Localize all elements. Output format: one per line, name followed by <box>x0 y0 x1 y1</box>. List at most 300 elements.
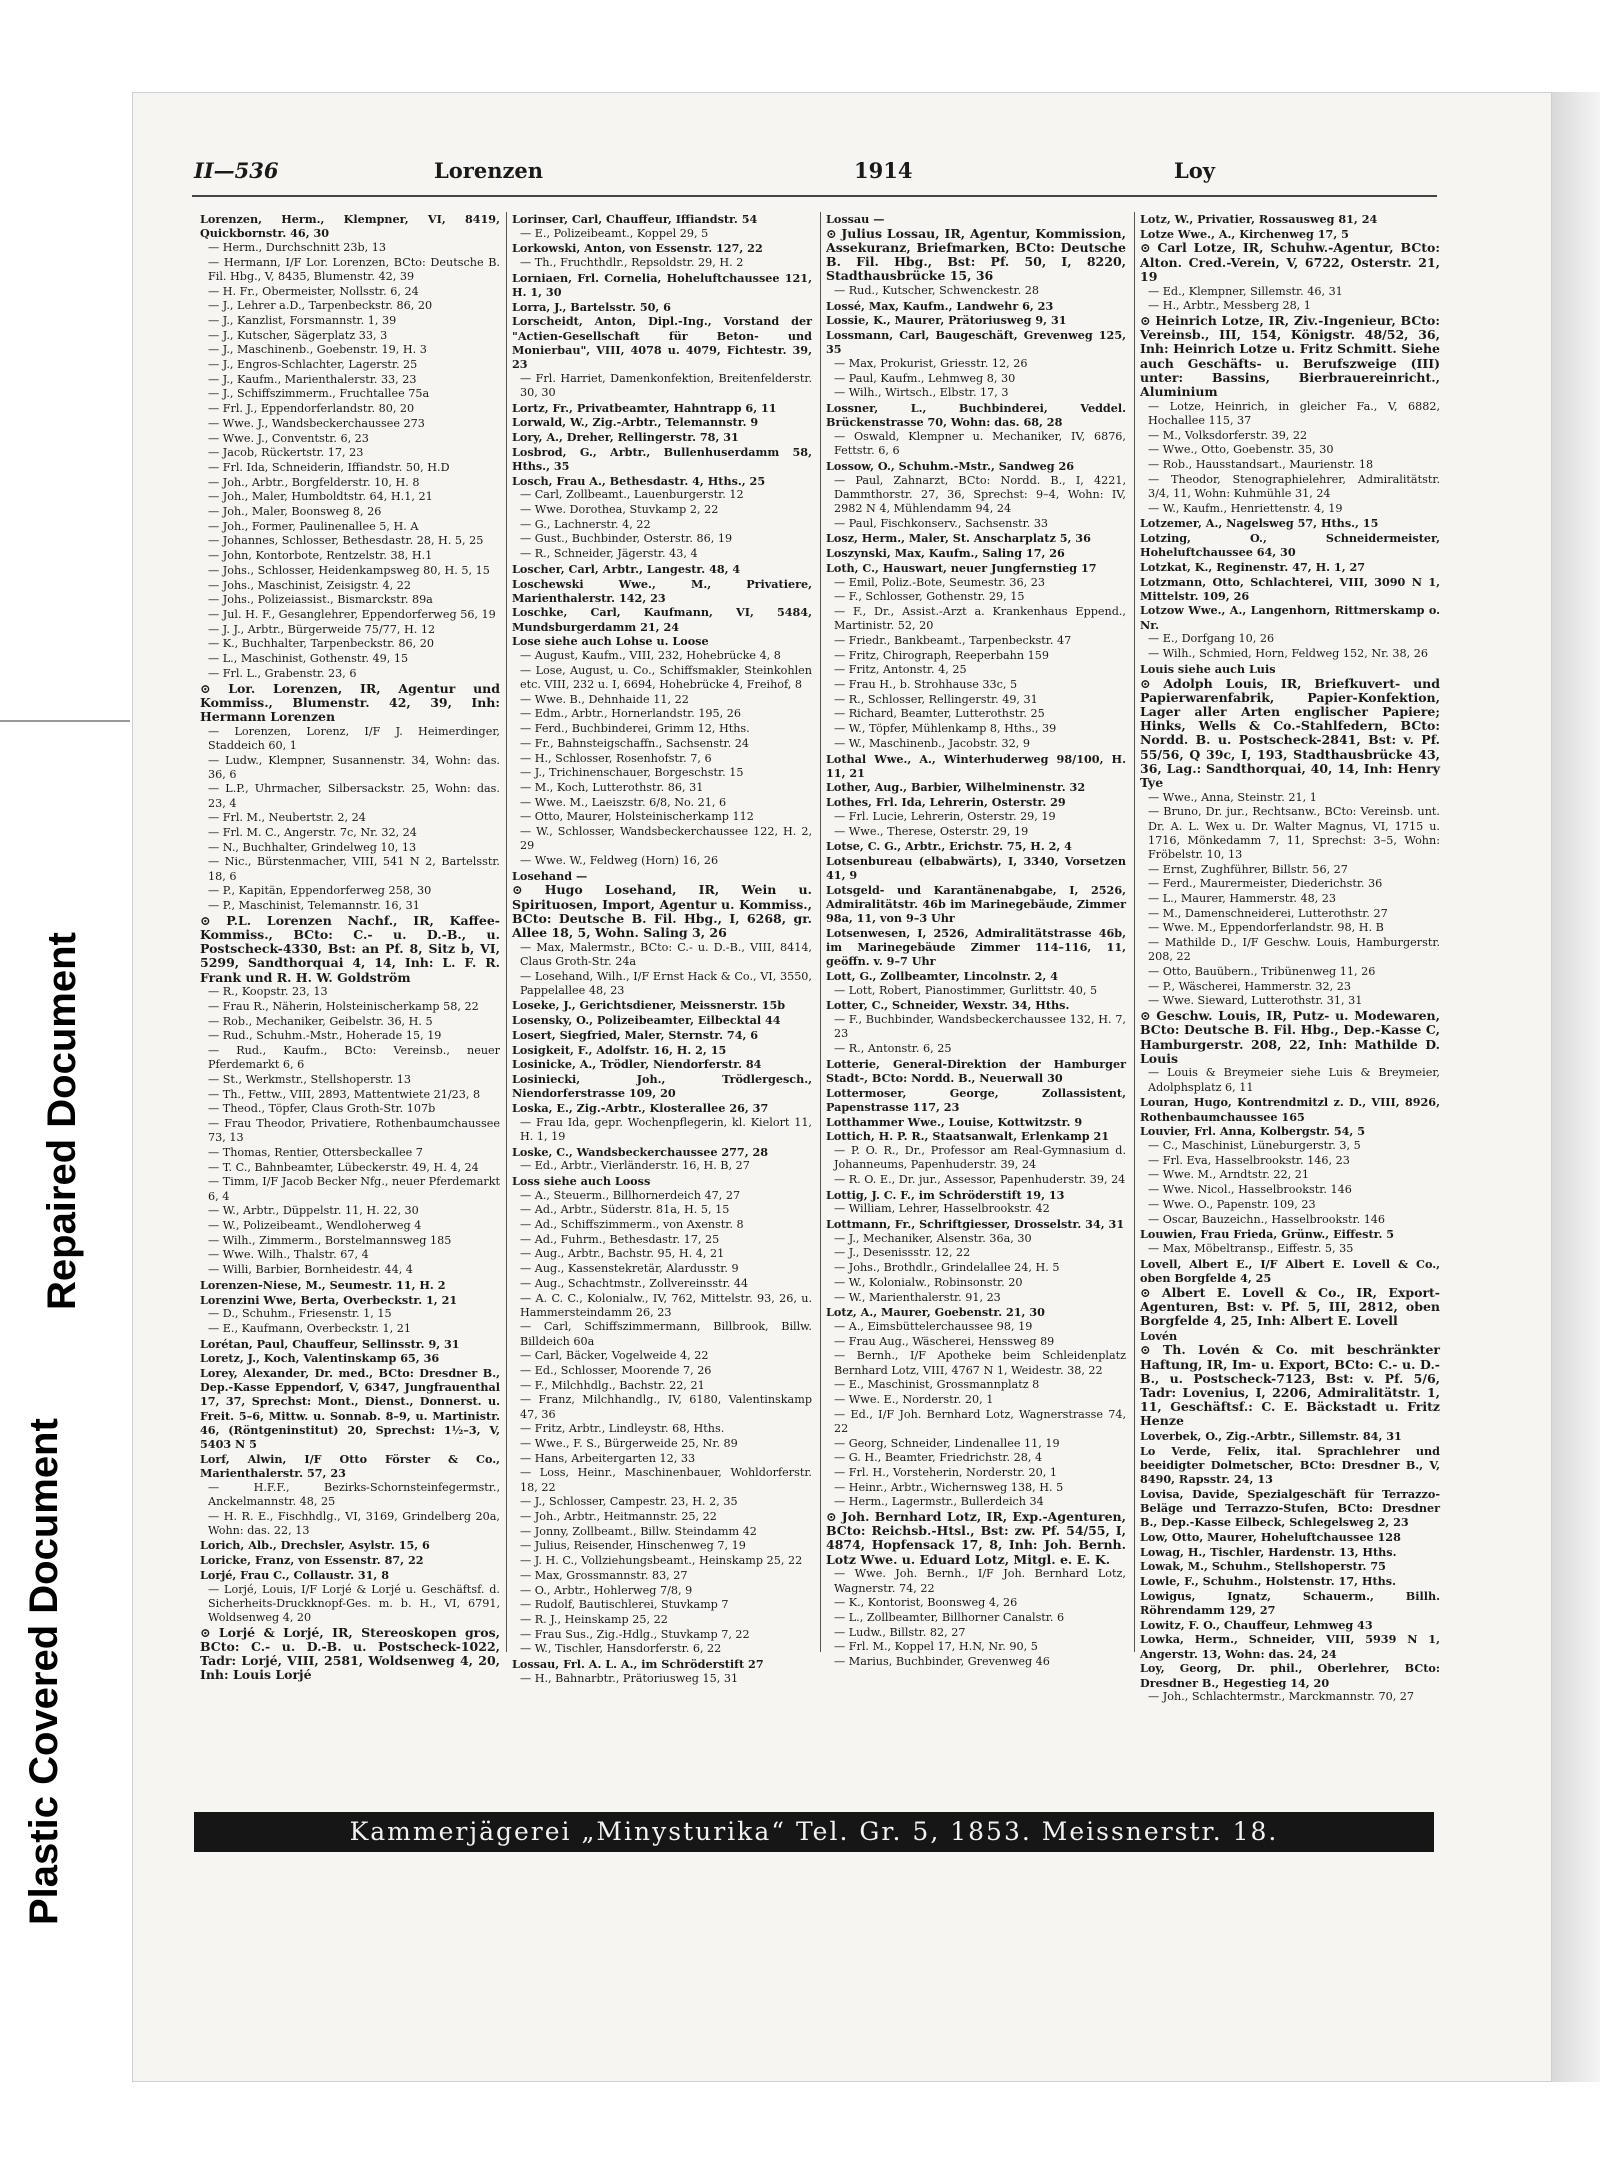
directory-entry: — Aug., Arbtr., Bachstr. 95, H. 4, 21 <box>520 1247 725 1261</box>
directory-entry: Loretz, J., Koch, Valentinskamp 65, 36 <box>200 1351 440 1366</box>
directory-entry: — Max, Prokurist, Griesstr. 12, 26 <box>834 357 1028 371</box>
directory-entry: Lovisa, Davide, Spezialgeschäft für Terrazzo-Beläge und Terrazzo-Stufen, BCto: Dresdner B., Dep.-Kasse Eilbeck, Schlegelsweg 2, 23 <box>1140 1486 1440 1530</box>
directory-entry: — Heinr., Arbtr., Wichernsweg 138, H. 5 <box>834 1480 1064 1494</box>
directory-entry: — Ludw., Billstr. 82, 27 <box>834 1625 966 1639</box>
directory-entry: — William, Lehrer, Hasselbrookstr. 42 <box>834 1202 1050 1216</box>
directory-entry: — Joh., Maler, Boonsweg 8, 26 <box>208 505 382 519</box>
directory-entry: — Wwe., Otto, Goebenstr. 35, 30 <box>1148 443 1334 457</box>
directory-entry: Losinicke, A., Trödler, Niendorferstr. 84 <box>512 1057 762 1072</box>
directory-entry: — R., Schlosser, Rellingerstr. 49, 31 <box>834 692 1038 706</box>
directory-entry: — Wilh., Schmied, Horn, Feldweg 152, Nr. 38, 26 <box>1148 647 1428 661</box>
directory-entry: Lorwald, W., Zig.-Arbtr., Telemannstr. 9 <box>512 415 759 430</box>
directory-entry: — Wwe. J., Wandsbeckerchaussee 273 <box>208 416 425 430</box>
directory-entry: — E., Maschinist, Grossmannplatz 8 <box>834 1378 1040 1392</box>
directory-entry: — A., Steuerm., Billhornerdeich 47, 27 <box>520 1188 741 1202</box>
directory-entry: — Rud., Kaufm., BCto: Vereinsb., neuer Pferdemarkt 6, 6 <box>208 1044 500 1072</box>
directory-entry: Lovell, Albert E., I/F Albert E. Lovell & Co., oben Borgfelde 4, 25 <box>1140 1256 1440 1285</box>
directory-entry: — W., Tischler, Hansdorferstr. 6, 22 <box>520 1642 722 1656</box>
directory-entry: Lowigus, Ignatz, Schauerm., Billh. Röhrendamm 129, 27 <box>1140 1588 1440 1617</box>
directory-entry: Losz, Herm., Maler, St. Anscharplatz 5, 36 <box>826 531 1091 546</box>
directory-entry: — Frau Sus., Zig.-Hdlg., Stuvkamp 7, 22 <box>520 1627 750 1641</box>
directory-entry: — Oscar, Bauzeichn., Hasselbrookstr. 146 <box>1148 1212 1386 1226</box>
directory-entry: Lorf, Alwin, I/F Otto Förster & Co., Marienthalerstr. 57, 23 <box>200 1451 500 1480</box>
directory-entry: — Bruno, Dr. jur., Rechtsanw., BCto: Vereinsb. unt. Dr. A. L. Wex u. Dr. Walter Magnus, VI, 1715 u. 1716, Mönkedamm 7, 11, Sprechst: 3–5, Wohn: Fröbelstr. 10, 13 <box>1148 805 1440 861</box>
directory-entry: ⊙ Adolph Louis, IR, Briefkuvert- und Papierwarenfabrik, Papier-Konfektion, Lager aller Arten englischer Papiere; Hinks, Wells & Co.-Stahlfedern, BCto: Nordd. B. u. Postscheck-2841, Bst: v. Pf. 55/56, Q 39c, I, 193, Stadthausbrücke 43, 36, Lag.: Sandthorquai, 40, 14, Inh: Henry Tye <box>1140 675 1440 790</box>
directory-entry: — J., Kutscher, Sägerplatz 33, 3 <box>208 328 388 342</box>
directory-entry: — H. Fr., Obermeister, Nollsstr. 6, 24 <box>208 284 419 298</box>
directory-entry: — K., Kontorist, Boonsweg 4, 26 <box>834 1596 1018 1610</box>
directory-entry: — Richard, Beamter, Lutterothstr. 25 <box>834 707 1045 721</box>
directory-entry: Lotzow Wwe., A., Langenhorn, Rittmerskamp o. Nr. <box>1140 603 1440 632</box>
directory-entry: — Emil, Poliz.-Bote, Seumestr. 36, 23 <box>834 575 1045 589</box>
directory-entry: Lorey, Alexander, Dr. med., BCto: Dresdner B., Dep.-Kasse Eppendorf, V, 6347, Jungfrauenthal 17, 37, Sprechst: Mont., Dienst., Donnerst. u. Freit. 5–6, Mittw. u. Sonnab. 8–9, u. Martinistr. 46, (Röntgeninstitut) 20, Sprechst: 1½–3, V, 5403 N 5 <box>200 1366 500 1452</box>
directory-entry: — G., Lachnerstr. 4, 22 <box>520 517 651 531</box>
directory-entry: — H., Schlosser, Rosenhofstr. 7, 6 <box>520 751 712 765</box>
directory-entry: — Ad., Fuhrm., Bethesdastr. 17, 25 <box>520 1232 720 1246</box>
directory-entry: — Frl. Eva, Hasselbrookstr. 146, 23 <box>1148 1153 1350 1167</box>
directory-entry: Lotsenwesen, I, 2526, Admiralitätstrasse 46b, im Marinegebäude Zimmer 114–116, 11, geöffn. v. 9–7 Uhr <box>826 925 1126 969</box>
directory-entry: — Max, Möbeltransp., Eiffestr. 5, 35 <box>1148 1241 1354 1255</box>
directory-entry: — Rudolf, Bautischlerei, Stuvkamp 7 <box>520 1598 729 1612</box>
directory-entry: Lortz, Fr., Privatbeamter, Hahntrapp 6, 11 <box>512 400 777 415</box>
directory-entry: — Wwe. E., Norderstr. 20, 1 <box>834 1392 994 1406</box>
page-number: II—536 <box>194 158 279 183</box>
directory-entry: — R. J., Heinskamp 25, 22 <box>520 1613 668 1626</box>
directory-entry: — P., Maschinist, Telemannstr. 16, 31 <box>208 899 420 913</box>
directory-entry: — Bernh., I/F Apotheke beim Schleidenplatz Bernhard Lotz, VIII, 4767 N 1, Weidestr. 38, 22 <box>834 1349 1126 1377</box>
directory-entry: — Fritz, Arbtr., Lindleystr. 68, Hths. <box>520 1422 725 1436</box>
directory-entry: Loska, E., Zig.-Arbtr., Klosterallee 26, 37 <box>512 1100 769 1115</box>
directory-entry: — Joh., Maler, Humboldtstr. 64, H.1, 21 <box>208 490 433 504</box>
directory-entry: — Max, Grossmannstr. 83, 27 <box>520 1568 688 1582</box>
directory-entry: Lovén <box>1140 1328 1178 1343</box>
directory-entry: Lorenzen-Niese, M., Seumestr. 11, H. 2 <box>200 1277 446 1292</box>
directory-entry: Lossner, L., Buchbinderei, Veddel. Brückenstrasse 70, Wohn: das. 68, 28 <box>826 401 1126 430</box>
directory-entry: — Ad., Schiffszimmerm., von Axenstr. 8 <box>520 1218 744 1232</box>
directory-columns <box>200 212 1440 1704</box>
directory-entry: — Wwe. W., Feldweg (Horn) 16, 26 <box>520 853 719 867</box>
directory-entry: — F., Schlosser, Gothenstr. 29, 15 <box>834 590 1025 604</box>
directory-entry: Loth, C., Hauswart, neuer Jungfernstieg 17 <box>826 560 1097 575</box>
directory-entry: — Johs., Brothdlr., Grindelallee 24, H. 5 <box>834 1261 1060 1275</box>
directory-entry: — Marius, Buchbinder, Grevenweg 46 <box>834 1655 1050 1669</box>
directory-entry: — Carl, Zollbeamt., Lauenburgerstr. 12 <box>520 488 744 502</box>
directory-entry: Lott, G., Zollbeamter, Lincolnstr. 2, 4 <box>826 969 1058 984</box>
directory-entry: — Rud., Schuhm.-Mstr., Hoherade 15, 19 <box>208 1029 442 1043</box>
directory-entry: — J., Desenissstr. 12, 22 <box>834 1246 971 1260</box>
directory-entry: Loschke, Carl, Kaufmann, VI, 5484, Mundsburgerdamm 21, 24 <box>512 605 812 634</box>
directory-entry: — Wwe., Therese, Osterstr. 29, 19 <box>834 824 1029 838</box>
directory-entry: — Frau Theodor, Privatiere, Rothenbaumchaussee 73, 13 <box>208 1117 500 1145</box>
directory-entry: — Joh., Former, Paulinenallee 5, H. A <box>208 519 419 533</box>
directory-entry: — Ad., Arbtr., Süderstr. 81a, H. 5, 15 <box>520 1203 730 1217</box>
directory-entry: — Franz, Milchhandlg., IV, 6180, Valentinskamp 47, 36 <box>520 1393 812 1421</box>
directory-entry: — O., Arbtr., Hohlerweg 7/8, 9 <box>520 1583 693 1597</box>
directory-entry: — Frl. M. C., Angerstr. 7c, Nr. 32, 24 <box>208 826 417 840</box>
directory-entry: — E., Kaufmann, Overbeckstr. 1, 21 <box>208 1321 411 1335</box>
directory-entry: — Gust., Buchbinder, Osterstr. 86, 19 <box>520 532 733 546</box>
advertisement-banner: Kammerjägerei „Minysturika“ Tel. Gr. 5, 1853. Meissnerstr. 18. <box>194 1812 1434 1852</box>
column-divider <box>820 212 821 1652</box>
directory-entry: Lowag, H., Tischler, Hardenstr. 13, Hths. <box>1140 1544 1397 1559</box>
directory-entry: — Ed., I/F Joh. Bernhard Lotz, Wagnerstrasse 74, 22 <box>834 1407 1126 1435</box>
directory-entry: Lotsenbureau (elbabwärts), I, 3340, Vorsetzen 41, 9 <box>826 853 1126 883</box>
directory-entry: Lossie, K., Maurer, Prätoriusweg 9, 31 <box>826 313 1067 328</box>
header-rule <box>192 195 1437 197</box>
directory-entry: — Wwe. Nicol., Hasselbrookstr. 146 <box>1148 1183 1352 1197</box>
header-first-name: Lorenzen <box>434 158 544 183</box>
directory-entry: Lorenzini Wwe, Berta, Overbeckstr. 1, 21 <box>200 1292 458 1307</box>
directory-entry: — J. J., Arbtr., Bürgerweide 75/77, H. 12 <box>208 622 436 636</box>
directory-entry: — Johannes, Schlosser, Bethesdastr. 28, H. 5, 25 <box>208 534 484 548</box>
directory-entry: — Louis & Breymeier siehe Luis & Breymeier, Adolphsplatz 6, 11 <box>1148 1066 1440 1094</box>
directory-entry: — August, Kaufm., VIII, 232, Hohebrücke 4, 8 <box>520 649 781 663</box>
directory-entry: — Paul, Zahnarzt, BCto: Nordd. B., I, 4221, Dammthorstr. 27, 36, Sprechst: 9–4, Wohn: IV, 2982 N 4, Mühlendamm 94, 24 <box>834 473 1126 516</box>
directory-entry: Lowak, M., Schuhm., Stellshoperstr. 75 <box>1140 1559 1386 1574</box>
directory-entry: — Lorenzen, Lorenz, I/F J. Heimerdinger, Staddeich 60, 1 <box>208 724 500 752</box>
directory-entry: — Ludw., Klempner, Susannenstr. 34, Wohn: das. 36, 6 <box>208 753 500 781</box>
directory-entry: — Hans, Arbeitergarten 12, 33 <box>520 1451 696 1465</box>
directory-entry: — H., Arbtr., Messberg 28, 1 <box>1148 299 1311 313</box>
directory-entry: — Th., Fruchthdlr., Repsoldstr. 29, H. 2 <box>520 256 744 270</box>
directory-entry: — A. C. C., Kolonialw., IV, 762, Mittelstr. 93, 26, u. Hammersteindamm 26, 23 <box>520 1291 812 1319</box>
directory-entry: — Jacob, Rückertstr. 17, 23 <box>208 446 364 460</box>
directory-entry: Lorenzen, Herm., Klempner, VI, 8419, Quickbornstr. 46, 30 <box>200 212 500 241</box>
directory-entry: Loss siehe auch Looss <box>512 1173 651 1188</box>
directory-entry: Lory, A., Dreher, Rellingerstr. 78, 31 <box>512 430 739 445</box>
directory-entry: Loverbek, O., Zig.-Arbtr., Sillemstr. 84, 31 <box>1140 1429 1402 1444</box>
directory-entry: Lowka, Herm., Schneider, VIII, 5939 N 1, Angerstr. 13, Wohn: das. 24, 24 <box>1140 1632 1440 1661</box>
directory-entry: — J., Maschinenb., Goebenstr. 19, H. 3 <box>208 343 427 357</box>
directory-entry: Lotze Wwe., A., Kirchenweg 17, 5 <box>1140 226 1349 241</box>
directory-entry: Loy, Georg, Dr. phil., Oberlehrer, BCto: Dresdner B., Hegestieg 14, 20 <box>1140 1661 1440 1690</box>
directory-entry: Lorniaen, Frl. Cornelia, Hoheluftchaussee 121, H. 1, 30 <box>512 270 812 300</box>
directory-entry: — Johs., Maschinist, Zeisigstr. 4, 22 <box>208 578 412 592</box>
directory-entry: — R., Antonstr. 6, 25 <box>834 1042 952 1056</box>
directory-entry: — Johs., Schlosser, Heidenkampsweg 80, H. 5, 15 <box>208 563 490 577</box>
directory-entry: Lotthammer Wwe., Louise, Kottwitzstr. 9 <box>826 1114 1083 1129</box>
directory-entry: Lotzmann, Otto, Schlachterei, VIII, 3090 N 1, Mittelstr. 109, 26 <box>1140 574 1440 603</box>
directory-entry: Lorinser, Carl, Chauffeur, Iffiandstr. 54 <box>512 212 758 226</box>
directory-entry: — Wwe. Wilh., Thalstr. 67, 4 <box>208 1248 369 1262</box>
directory-entry: Lowitz, F. O., Chauffeur, Lehmweg 43 <box>1140 1617 1373 1632</box>
directory-entry: ⊙ Geschw. Louis, IR, Putz- u. Modewaren, BCto: Deutsche B. Fil. Hbg., Dep.-Kasse C, Hamburgerstr. 208, 22, Inh: Mathilde D. Louis <box>1140 1008 1440 1066</box>
column-divider <box>1134 212 1135 1652</box>
directory-entry: — W., Schlosser, Wandsbeckerchaussee 122, H. 2, 29 <box>520 825 812 853</box>
directory-entry: Lo Verde, Felix, ital. Sprachlehrer und beeidigter Dolmetscher, BCto: Dresdner B., V, 8490, Rapsstr. 24, 13 <box>1140 1443 1440 1487</box>
directory-entry: — M., Damenschneiderei, Lutterothstr. 27 <box>1148 906 1388 920</box>
directory-entry: — Ferd., Buchbinderei, Grimm 12, Hths. <box>520 722 750 736</box>
directory-entry: — Max, Malermstr., BCto: C.- u. D.-B., VIII, 8414, Claus Groth-Str. 24a <box>520 940 812 968</box>
directory-entry: — Julius, Reisender, Hinschenweg 7, 19 <box>520 1539 746 1553</box>
directory-entry: — Frl. M., Koppel 17, H.N, Nr. 90, 5 <box>834 1640 1038 1654</box>
directory-entry: — John, Kontorbote, Rentzelstr. 38, H.1 <box>208 549 433 563</box>
directory-entry: — Paul, Fischkonserv., Sachsenstr. 33 <box>834 516 1049 530</box>
directory-entry: — Hermann, I/F Lor. Lorenzen, BCto: Deutsche B. Fil. Hbg., V, 8435, Blumenstr. 42, 39 <box>208 255 500 283</box>
column-2 <box>512 212 812 1685</box>
directory-entry: — Frl. L., Grabenstr. 23, 6 <box>208 666 357 680</box>
directory-entry: — Ed., Klempner, Sillemstr. 46, 31 <box>1148 284 1343 298</box>
column-1 <box>200 212 500 1683</box>
directory-entry: — Willi, Barbier, Bornheidestr. 44, 4 <box>208 1263 413 1277</box>
directory-entry: — Fritz, Antonstr. 4, 25 <box>834 663 967 677</box>
directory-entry: Lowle, F., Schuhm., Holstenstr. 17, Hths. <box>1140 1574 1396 1589</box>
directory-entry: — L., Maschinist, Gothenstr. 49, 15 <box>208 652 409 666</box>
directory-entry: — Lotze, Heinrich, in gleicher Fa., V, 6882, Hochallee 115, 37 <box>1148 399 1440 427</box>
directory-entry: Lotzkat, K., Reginenstr. 47, H. 1, 27 <box>1140 559 1366 574</box>
directory-entry: ⊙ Lor. Lorenzen, IR, Agentur und Kommiss., Blumenstr. 42, 39, Inh: Hermann Lorenzen <box>200 680 500 724</box>
directory-entry: — Wwe. J., Conventstr. 6, 23 <box>208 431 369 445</box>
directory-entry: — Joh., Schlachtermstr., Marckmannstr. 70, 27 <box>1148 1690 1415 1704</box>
plastic-covered-document-label: Plastic Covered Document <box>22 1418 66 1925</box>
directory-entry: Loseke, J., Gerichtsdiener, Meissnerstr. 15b <box>512 998 786 1013</box>
directory-entry: Lottmann, Fr., Schriftgiesser, Drosselstr. 34, 31 <box>826 1217 1125 1232</box>
directory-entry: — Herm., Lagermstr., Bullerdeich 34 <box>834 1495 1044 1509</box>
directory-page <box>132 92 1552 2082</box>
directory-entry: Lossau — <box>826 212 885 226</box>
directory-entry: — St., Werkmstr., Stellshoperstr. 13 <box>208 1072 411 1086</box>
directory-entry: Lother, Aug., Barbier, Wilhelminenstr. 32 <box>826 780 1086 795</box>
directory-entry: ⊙ P.L. Lorenzen Nachf., IR, Kaffee-Kommiss., BCto: C.- u. D.-B., u. Postscheck-4330, Bst: an Pf. 8, Sitz b, VI, 5299, Sandthorquai 4, 14, Inh: L. F. R. Frank und R. H. W. Goldström <box>200 912 500 985</box>
directory-entry: Lorétan, Paul, Chauffeur, Sellinsstr. 9, 31 <box>200 1336 460 1351</box>
directory-entry: — Theodor, Stenographielehrer, Admiralitätstr. 3/4, 11, Wohn: Kuhmühle 31, 24 <box>1148 472 1440 500</box>
directory-entry: — Friedr., Bankbeamt., Tarpenbeckstr. 47 <box>834 633 1072 647</box>
directory-entry: — Joh., Arbtr., Heitmannstr. 25, 22 <box>520 1510 717 1524</box>
directory-entry: — L., Maurer, Hammerstr. 48, 23 <box>1148 892 1337 906</box>
directory-entry: Louis siehe auch Luis <box>1140 661 1276 676</box>
column-3 <box>826 212 1126 1669</box>
directory-entry: — L., Zollbeamter, Billhorner Canalstr. 6 <box>834 1611 1065 1624</box>
header-last-name: Loy <box>1174 158 1215 183</box>
directory-entry: — A., Eimsbüttelerchaussee 98, 19 <box>834 1319 1033 1333</box>
directory-entry: — Frl. J., Eppendorferlandstr. 80, 20 <box>208 402 415 416</box>
page-header <box>194 158 1215 192</box>
adjacent-page-edge <box>1552 92 1600 2082</box>
directory-entry: — Wwe. B., Dehnhaide 11, 22 <box>520 692 689 706</box>
directory-entry: — Rob., Mechaniker, Geibelstr. 36, H. 5 <box>208 1014 433 1028</box>
directory-entry: ⊙ Albert E. Lovell & Co., IR, Export-Agenturen, Bst: v. Pf. 5, III, 2812, oben Borgfelde 4, 25, Inh: Albert E. Lovell <box>1140 1284 1440 1328</box>
directory-entry: — Joh., Arbtr., Borgfelderstr. 10, H. 8 <box>208 475 420 489</box>
directory-entry: — Otto, Bauübern., Tribünenweg 11, 26 <box>1148 965 1376 979</box>
directory-entry: — J., Mechaniker, Alsenstr. 36a, 30 <box>834 1231 1032 1245</box>
directory-entry: — Losehand, Wilh., I/F Ernst Hack & Co., VI, 3550, Pappelallee 48, 23 <box>520 969 812 997</box>
directory-entry: — N., Buchhalter, Grindelweg 10, 13 <box>208 840 417 854</box>
directory-entry: — Thomas, Rentier, Ottersbeckallee 7 <box>208 1146 423 1159</box>
directory-entry: — Wwe. Sieward, Lutterothstr. 31, 31 <box>1148 994 1363 1008</box>
directory-entry: — M., Volksdorferstr. 39, 22 <box>1148 428 1308 442</box>
directory-entry: — Wwe. M., Eppendorferlandstr. 98, H. B <box>1148 921 1384 935</box>
directory-entry: — K., Buchhalter, Tarpenbeckstr. 86, 20 <box>208 637 434 651</box>
directory-entry: — Paul, Kaufm., Lehmweg 8, 30 <box>834 371 1016 385</box>
directory-entry: — Georg, Schneider, Lindenallee 11, 19 <box>834 1436 1060 1450</box>
directory-entry: — F., Milchhdlg., Bachstr. 22, 21 <box>520 1378 705 1392</box>
directory-entry: Loricke, Franz, von Essenstr. 87, 22 <box>200 1553 424 1568</box>
directory-entry: — Johs., Polizeiassist., Bismarckstr. 89a <box>208 593 433 607</box>
directory-entry: — Frl. H., Vorsteherin, Norderstr. 20, 1 <box>834 1465 1057 1479</box>
directory-entry: — J., Kaufm., Marienthalerstr. 33, 23 <box>208 372 417 386</box>
directory-entry: Losch, Frau A., Bethesdastr. 4, Hths., 25 <box>512 473 766 488</box>
directory-entry: — Wwe., F. S., Bürgerweide 25, Nr. 89 <box>520 1437 738 1451</box>
directory-entry: — Carl, Bäcker, Vogelweide 4, 22 <box>520 1349 709 1363</box>
directory-entry: Lotzing, O., Schneidermeister, Hoheluftchaussee 64, 30 <box>1140 530 1440 560</box>
directory-entry: — W., Kolonialw., Robinsonstr. 20 <box>834 1275 1023 1289</box>
directory-entry: — Wwe. O., Papenstr. 109, 23 <box>1148 1197 1316 1211</box>
directory-entry: — Frau H., b. Strohhause 33c, 5 <box>834 678 1018 691</box>
directory-entry: ⊙ Lorjé & Lorjé, IR, Stereoskopen gros, BCto: C.- u. D.-B. u. Postscheck-1022, Tadr: Lorjé, VIII, 2581, Woldsenweg 4, 20, Inh: Louis Lorjé <box>200 1624 500 1683</box>
directory-entry: — W., Töpfer, Mühlenkamp 8, Hths., 39 <box>834 722 1057 736</box>
directory-entry: ⊙ Julius Lossau, IR, Agentur, Kommission, Assekuranz, Briefmarken, BCto: Deutsche B. Fil. Hbg., Bst: Pf. 50, I, 8220, Stadthausbrücke 15, 36 <box>826 225 1126 284</box>
directory-entry: — P., Wäscherei, Hammerstr. 32, 23 <box>1148 979 1352 993</box>
directory-entry: — Frau R., Näherin, Holsteinischerkamp 58, 22 <box>208 999 479 1013</box>
directory-entry: Losehand — <box>512 868 588 883</box>
directory-entry: Louwien, Frau Frieda, Grünw., Eiffestr. 5 <box>1140 1227 1395 1242</box>
directory-entry: Lorkowski, Anton, von Essenstr. 127, 22 <box>512 241 763 256</box>
header-year: 1914 <box>854 158 913 183</box>
directory-entry: — Ernst, Zughführer, Billstr. 56, 27 <box>1148 862 1348 876</box>
directory-entry: — J., Trichinenschauer, Borgeschstr. 15 <box>520 766 744 780</box>
directory-entry: — Fr., Bahnsteigschaffn., Sachsenstr. 24 <box>520 736 749 750</box>
directory-entry: Lotterie, General-Direktion der Hamburger Stadt-, BCto: Nordd. B., Neuerwall 30 <box>826 1056 1126 1085</box>
directory-entry: — Frau Ida, gepr. Wochenpflegerin, kl. Kielort 11, H. 1, 19 <box>520 1115 812 1143</box>
directory-entry: Lose siehe auch Lohse u. Loose <box>512 634 709 649</box>
directory-entry: Lossmann, Carl, Baugeschäft, Grevenweg 125, 35 <box>826 328 1126 357</box>
directory-entry: — J. H. C., Vollziehungsbeamt., Heinskamp 25, 22 <box>520 1554 803 1568</box>
directory-entry: — W., Maschinenb., Jacobstr. 32, 9 <box>834 736 1030 750</box>
directory-entry: Lorjé, Frau C., Collaustr. 31, 8 <box>200 1567 390 1582</box>
directory-entry: — P., Kapitän, Eppendorferweg 258, 30 <box>208 884 432 898</box>
directory-entry: Lossau, Frl. A. L. A., im Schröderstift 27 <box>512 1657 764 1672</box>
directory-entry: — Ed., Schlosser, Moorende 7, 26 <box>520 1364 712 1378</box>
directory-entry: Lotz, A., Maurer, Goebenstr. 21, 30 <box>826 1305 1045 1320</box>
directory-entry: Lotsgeld- und Karantänenabgabe, I, 2526, Admiralitätstr. 46b im Marinegebäude, Zimmer 98a, 11, von 9–3 Uhr <box>826 882 1126 926</box>
directory-entry: — W., Polizeibeamt., Wendloherweg 4 <box>208 1219 422 1233</box>
directory-entry: — Jul. H. F., Gesanglehrer, Eppendorferweg 56, 19 <box>208 607 496 621</box>
directory-entry: Lotse, C. G., Arbtr., Erichstr. 75, H. 2, 4 <box>826 839 1072 854</box>
directory-entry: ⊙ Hugo Losehand, IR, Wein u. Spirituosen, Import, Agentur u. Kommiss., BCto: Deutsche B. Fil. Hbg., I, 6268, gr. Allee 18, 5, Wohn. Saling 3, 26 <box>512 882 812 940</box>
directory-entry: — Lose, August, u. Co., Schiffsmakler, Steinkohlen etc. VIII, 232 u. I, 6694, Hohebrücke 4, Freihof, 8 <box>520 663 812 691</box>
column-divider <box>506 212 507 1652</box>
directory-entry: Lottig, J. C. F., im Schröderstift 19, 13 <box>826 1187 1065 1202</box>
directory-entry: Louran, Hugo, Kontrendmitzl z. D., VIII, 8926, Rothenbaumchaussee 165 <box>1140 1095 1440 1124</box>
directory-entry: — Frl. Harriet, Damenkonfektion, Breitenfelderstr. 30, 30 <box>520 371 812 399</box>
directory-entry: Loske, C., Wandsbeckerchaussee 277, 28 <box>512 1144 769 1159</box>
directory-entry: — Frl. Lucie, Lehrerin, Osterstr. 29, 19 <box>834 809 1056 823</box>
directory-entry: — G. H., Beamter, Friedrichstr. 28, 4 <box>834 1451 1043 1465</box>
directory-entry: — M., Koch, Lutterothstr. 86, 31 <box>520 780 704 794</box>
directory-entry: Loscher, Carl, Arbtr., Langestr. 48, 4 <box>512 561 741 576</box>
directory-entry: Lossow, O., Schuhm.-Mstr., Sandweg 26 <box>826 458 1075 473</box>
column-4 <box>1140 212 1440 1704</box>
directory-entry: — H.F.F., Bezirks-Schornsteinfegermstr., Anckelmannstr. 48, 25 <box>208 1480 500 1508</box>
directory-entry: — Frau Aug., Wäscherei, Henssweg 89 <box>834 1334 1055 1348</box>
directory-entry: — Theod., Töpfer, Claus Groth-Str. 107b <box>208 1102 436 1116</box>
directory-entry: — Wwe. Joh. Bernh., I/F Joh. Bernhard Lotz, Wagnerstr. 74, 22 <box>834 1567 1126 1595</box>
directory-entry: — E., Polizeibeamt., Koppel 29, 5 <box>520 226 709 240</box>
directory-entry: — Aug., Kassenstekretär, Alardusstr. 9 <box>520 1262 739 1276</box>
directory-entry: Loszynski, Max, Kaufm., Saling 17, 26 <box>826 546 1065 561</box>
directory-entry: — Nic., Bürstenmacher, VIII, 541 N 2, Bartelsstr. 18, 6 <box>208 855 500 883</box>
directory-entry: — F., Buchbinder, Wandsbeckerchaussee 132, H. 7, 23 <box>834 1013 1126 1041</box>
directory-entry: — E., Dorfgang 10, 26 <box>1148 632 1275 646</box>
directory-entry: — Frl. M., Neubertstr. 2, 24 <box>208 811 366 825</box>
directory-entry: — Frl. Ida, Schneiderin, Iffiandstr. 50, H.D <box>208 460 450 474</box>
directory-entry: — Wwe., Anna, Steinstr. 21, 1 <box>1148 790 1317 804</box>
directory-entry: — W., Kaufm., Henriettenstr. 4, 19 <box>1148 501 1343 515</box>
directory-entry: — Rob., Hausstandsart., Maurienstr. 18 <box>1148 457 1374 471</box>
directory-entry: — J., Lehrer a.D., Tarpenbeckstr. 86, 20 <box>208 299 433 313</box>
directory-entry: — Wwe. M., Arndtstr. 22, 21 <box>1148 1168 1310 1182</box>
directory-entry: — Edm., Arbtr., Hornerlandstr. 195, 26 <box>520 707 742 721</box>
directory-entry: — J., Schiffszimmerm., Fruchtallee 75a <box>208 387 430 401</box>
directory-entry: Lottermoser, George, Zollassistent, Papenstrasse 117, 23 <box>826 1085 1126 1114</box>
directory-entry: — J., Schlosser, Campestr. 23, H. 2, 35 <box>520 1495 738 1509</box>
directory-entry: — Oswald, Klempner u. Mechaniker, IV, 6876, Fettstr. 6, 6 <box>834 430 1126 458</box>
directory-entry: — Jonny, Zollbeamt., Billw. Steindamm 42 <box>520 1524 757 1538</box>
directory-entry: — R. O. E., Dr. jur., Assessor, Papenhuderstr. 39, 24 <box>834 1172 1126 1186</box>
directory-entry: ⊙ Th. Lovén & Co. mit beschränkter Haftung, IR, Im- u. Export, BCto: C.- u. D.-B., u. Postscheck-7123, Bst: v. Pf. 5/6, Tadr: Lovenius, I, 2206, Admiralitätstr. 1, 11, Geschäftsf.: C. E. Bäckstadt u. Fritz Henze <box>1140 1342 1440 1429</box>
directory-entry: Losbrod, G., Arbtr., Bullenhuserdamm 58, Hths., 35 <box>512 444 812 473</box>
directory-entry: — H., Bahnarbtr., Prätoriusweg 15, 31 <box>520 1671 739 1685</box>
directory-entry: — H. R. E., Fischhdlg., VI, 3169, Grindelberg 20a, Wohn: das. 22, 13 <box>208 1509 500 1537</box>
directory-entry: — Herm., Durchschnitt 23b, 13 <box>208 240 387 254</box>
directory-entry: — Wilh., Zimmerm., Borstelmannsweg 185 <box>208 1233 452 1247</box>
directory-entry: — Carl, Schiffszimmermann, Billbrook, Billw. Billdeich 60a <box>520 1320 812 1348</box>
directory-entry: Losigkeit, F., Adolfstr. 16, H. 2, 15 <box>512 1042 727 1057</box>
directory-entry: — R., Schneider, Jägerstr. 43, 4 <box>520 547 698 561</box>
directory-entry: Lothal Wwe., A., Winterhuderweg 98/100, H. 11, 21 <box>826 751 1126 780</box>
directory-entry: — Ferd., Maurermeister, Diederichstr. 36 <box>1148 877 1383 891</box>
directory-entry: Low, Otto, Maurer, Hoheluftchaussee 128 <box>1140 1529 1401 1544</box>
directory-entry: — Rud., Kutscher, Schwenckestr. 28 <box>834 284 1039 298</box>
directory-entry: Lorich, Alb., Drechsler, Asylstr. 15, 6 <box>200 1538 430 1553</box>
directory-entry: — W., Arbtr., Düppelstr. 11, H. 22, 30 <box>208 1204 419 1218</box>
directory-entry: Losiniecki, Joh., Trödlergesch., Niendorferstrasse 109, 20 <box>512 1071 812 1101</box>
directory-entry: — T. C., Bahnbeamter, Lübeckerstr. 49, H. 4, 24 <box>208 1160 479 1174</box>
directory-entry: — D., Schuhm., Friesenstr. 1, 15 <box>208 1307 392 1321</box>
directory-entry: Lorra, J., Bartelsstr. 50, 6 <box>512 299 671 314</box>
directory-entry: — L.P., Uhrmacher, Silbersackstr. 25, Wohn: das. 23, 4 <box>208 782 500 810</box>
directory-entry: Losert, Siegfried, Maler, Sternstr. 74, 6 <box>512 1027 759 1042</box>
directory-entry: — Fritz, Chirograph, Reeperbahn 159 <box>834 648 1049 662</box>
tape-edge <box>0 720 130 2172</box>
directory-entry: Losensky, O., Polizeibeamter, Eilbecktal 44 <box>512 1013 781 1028</box>
directory-entry: — Timm, I/F Jacob Becker Nfg., neuer Pferdemarkt 6, 4 <box>208 1175 500 1203</box>
directory-entry: — J., Kanzlist, Forsmannstr. 1, 39 <box>208 313 397 327</box>
directory-entry: Lotzemer, A., Nagelsweg 57, Hths., 15 <box>1140 516 1379 531</box>
directory-entry: — Lorjé, Louis, I/F Lorjé & Lorjé u. Geschäftsf. d. Sicherheits-Druckknopf-Ges. m. b. H., VI, 6791, Woldsenweg 4, 20 <box>208 1582 500 1624</box>
directory-entry: — Wilh., Wirtsch., Elbstr. 17, 3 <box>834 386 1009 400</box>
directory-entry: — Otto, Maurer, Holsteinischerkamp 112 <box>520 810 754 824</box>
directory-entry: — P. O. R., Dr., Professor am Real-Gymnasium d. Johanneums, Papenhuderstr. 39, 24 <box>834 1144 1126 1172</box>
directory-entry: — F., Dr., Assist.-Arzt a. Krankenhaus Eppend., Martinistr. 52, 20 <box>834 604 1126 633</box>
directory-entry: Lothes, Frl. Ida, Lehrerin, Osterstr. 29 <box>826 795 1066 810</box>
directory-entry: ⊙ Carl Lotze, IR, Schuhw.-Agentur, BCto: Alton. Cred.-Verein, V, 6722, Osterstr. 21, 19 <box>1140 240 1440 284</box>
directory-entry: ⊙ Joh. Bernhard Lotz, IR, Exp.-Agenturen, BCto: Reichsb.-Htsl., Bst: zw. Pf. 54/55, I, 4874, Hopfensack 17, 8, Inh: Joh. Bernh. Lotz Wwe. u. Eduard Lotz, Mitgl. e. E. K. <box>826 1509 1126 1567</box>
directory-entry: — Ed., Arbtr., Vierländerstr. 16, H. B, 27 <box>520 1159 750 1173</box>
directory-entry: Lotter, C., Schneider, Wexstr. 34, Hths. <box>826 998 1070 1013</box>
directory-entry: Lorscheidt, Anton, Dipl.-Ing., Vorstand der "Actien-Gesellschaft für Beton- und Monierbau", VIII, 4078 u. 4079, Fichtestr. 39, 23 <box>512 314 812 372</box>
directory-entry: — R., Koopstr. 23, 13 <box>208 985 328 999</box>
directory-entry: — Mathilde D., I/F Geschw. Louis, Hamburgerstr. 208, 22 <box>1148 936 1440 964</box>
directory-entry: — Loss, Heinr., Maschinenbauer, Wohldorferstr. 18, 22 <box>520 1466 812 1494</box>
directory-entry: — W., Marienthalerstr. 91, 23 <box>834 1290 1001 1304</box>
directory-entry: Lottich, H. P. R., Staatsanwalt, Erlenkamp 21 <box>826 1129 1110 1144</box>
directory-entry: Loschewski Wwe., M., Privatiere, Marienthalerstr. 142, 23 <box>512 576 812 605</box>
directory-entry: — Lott, Robert, Pianostimmer, Gurlittstr. 40, 5 <box>834 983 1098 997</box>
directory-entry: — J., Engros-Schlachter, Lagerstr. 25 <box>208 358 418 372</box>
directory-entry: Louvier, Frl. Anna, Kolbergstr. 54, 5 <box>1140 1124 1365 1139</box>
directory-entry: — Th., Fettw., VIII, 2893, Mattentwiete 21/23, 8 <box>208 1087 481 1101</box>
